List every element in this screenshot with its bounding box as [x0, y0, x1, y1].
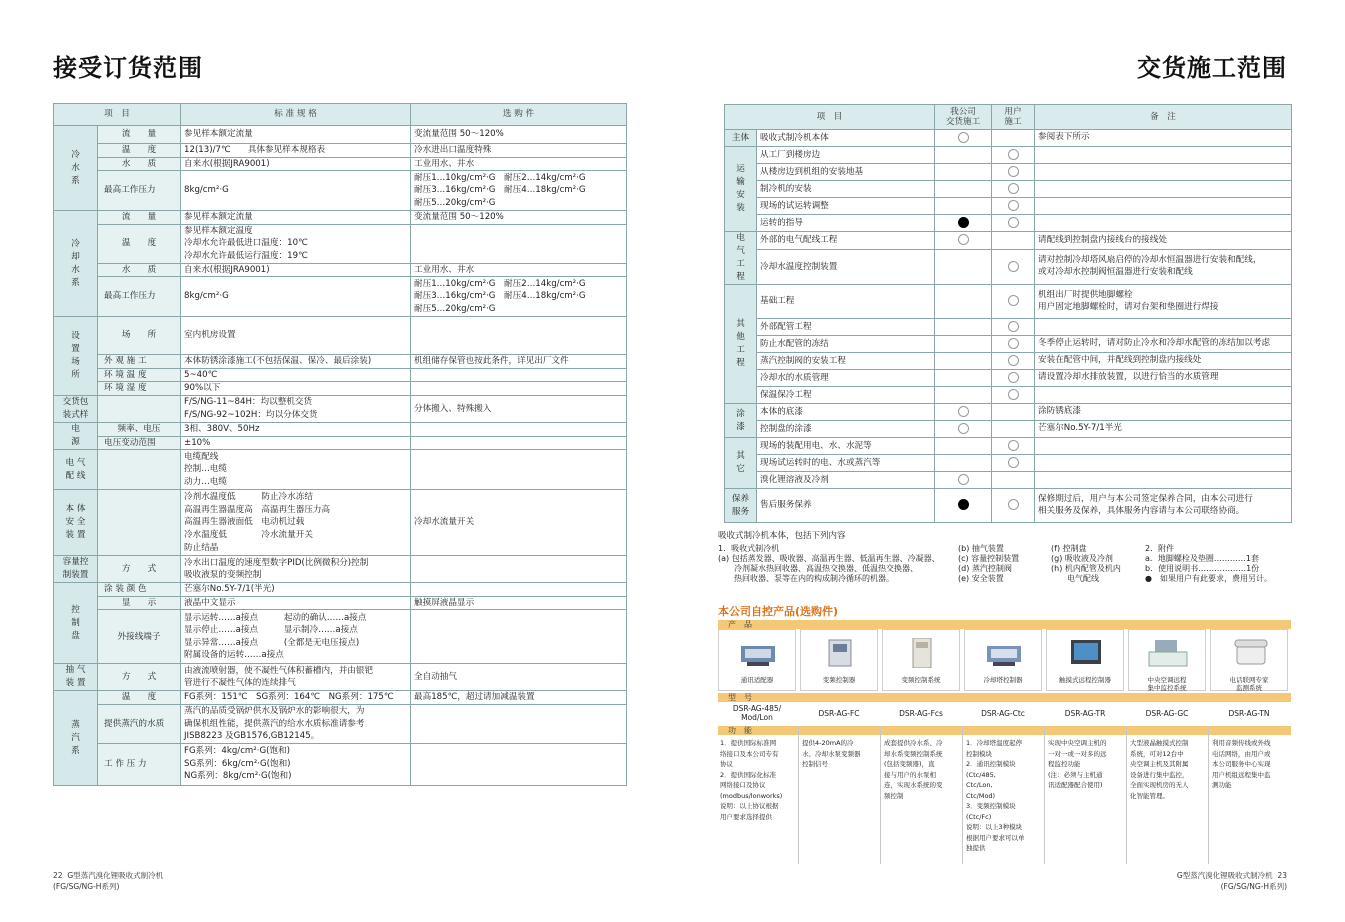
delivery-scope-table [724, 104, 1292, 523]
product-function: 实现中央空调主机的 一对一或一对多的远 程监控功能 (注：必须与主机通 讯适配器配合使用) [1048, 739, 1107, 789]
products-bar: 产 品 [718, 620, 1291, 629]
spec-cell: 本体防锈涂漆施工(不包括保温、保冷、最后涂装) [181, 355, 411, 369]
product-name: 电话联网专家 监测系统 [1229, 676, 1269, 692]
spec-cell: 自来水(根据JRA9001) [181, 263, 411, 277]
open-circle-icon [1008, 499, 1019, 510]
item-cell: 场 所 [98, 317, 181, 355]
category-cell: 控 制 盘 [54, 583, 98, 664]
adapter-icon [737, 638, 779, 668]
product-name: 变频控制器 [822, 676, 856, 684]
option-cell [411, 450, 627, 490]
remark-cell: 涂防锈底漆 [1035, 404, 1292, 421]
spec-cell: 冷剂水温度低 防止冷水冻结 高温再生器温度高 高温再生器压力高 高温再生器液面低 电动机过载 冷水温度低 冷水流量开关 防止结晶 [181, 490, 411, 556]
remark-cell [1035, 181, 1292, 198]
item-cell: 本体的底漆 [757, 404, 935, 421]
spec-cell: 参见样本额定流量 [181, 126, 411, 144]
spec-cell: 参见样本额定温度 冷却水允许最低进口温度：10℃ 冷却水允许最低运行温度：19℃ [181, 224, 411, 263]
open-circle-icon [958, 406, 969, 417]
footer-model: (FG/SG/NG-H系列) [1220, 882, 1287, 891]
category-cell: 运 输 安 装 [725, 147, 757, 232]
order-scope-table [53, 103, 627, 786]
user-mark-cell [992, 421, 1035, 438]
option-cell [411, 422, 627, 436]
product-model: DSR-AG-Fcs [899, 708, 943, 718]
open-circle-icon [1008, 183, 1019, 194]
item-cell: 流 量 [98, 126, 181, 144]
item-cell: 基础工程 [757, 285, 935, 319]
category-cell: 蒸 汽 系 [54, 691, 98, 785]
touchscreen-icon [1065, 638, 1107, 668]
footer-model: (FG/SG/NG-H系列) [53, 882, 120, 891]
category-cell: 本 体 安 全 装 置 [54, 490, 98, 556]
right-footer [1177, 870, 1287, 892]
product-name: 冷却塔控制器 [983, 676, 1023, 684]
user-mark-cell [992, 319, 1035, 336]
item-cell: 控制盘的涂漆 [757, 421, 935, 438]
left-page [0, 0, 672, 922]
option-cell: 工业用水、井水 [411, 157, 627, 171]
header-item: 项 目 [725, 105, 935, 130]
remark-cell [1035, 215, 1292, 232]
user-mark-cell [992, 438, 1035, 455]
category-cell: 电 气 配 线 [54, 450, 98, 490]
spec-cell: 冷水出口温度的速度型数字PID(比例微积分)控制 吸收液泵的变频控制 [181, 556, 411, 583]
remark-cell: 保修期过后，用户与本公司签定保养合同，由本公司进行 相关服务及保养，具体服务内容请与本公司联络协商。 [1035, 489, 1292, 523]
open-circle-icon [1008, 389, 1019, 400]
item-cell: 频率、电压 [98, 422, 181, 436]
open-circle-icon [1008, 457, 1019, 468]
footer-series: G型蒸汽溴化锂吸收式制冷机 [67, 871, 164, 880]
option-cell [411, 704, 627, 743]
option-cell: 最高185℃，超过请加减温装置 [411, 691, 627, 705]
item-cell: 显 示 [98, 596, 181, 610]
user-mark-cell [992, 130, 1035, 147]
item-cell: 溴化锂溶液及冷剂 [757, 472, 935, 489]
remark-cell [1035, 455, 1292, 472]
item-cell: 温 度 [98, 691, 181, 705]
category-cell: 容量控 制装置 [54, 556, 98, 583]
product-name: 中央空调远程 集中监控系统 [1147, 676, 1187, 692]
column-divider [798, 726, 799, 864]
item-cell: 水 质 [98, 157, 181, 171]
option-cell: 分体搬入、特殊搬入 [411, 395, 627, 422]
open-circle-icon [1008, 321, 1019, 332]
spec-cell: 3相、380V、50Hz [181, 422, 411, 436]
category-cell: 设 置 场 所 [54, 317, 98, 396]
open-circle-icon [1008, 372, 1019, 383]
user-mark-cell [992, 147, 1035, 164]
item-cell: 方 式 [98, 664, 181, 691]
spec-cell: FG系列：4kg/cm²·G(饱和) SG系列：6kg/cm²·G(饱和) NG系列：8kg/cm²·G(饱和) [181, 743, 411, 785]
option-cell [411, 382, 627, 396]
spec-cell: 8kg/cm²·G [181, 277, 411, 317]
item-cell: 现场的装配用电、水、水泥等 [757, 438, 935, 455]
remark-cell [1035, 198, 1292, 215]
item-cell: 从楼房边到机组的安装地基 [757, 164, 935, 181]
products-panel [718, 620, 1291, 864]
spec-cell: 由液流喷射器，使不凝性气体积蓄槽内，并由银钯 管进行不凝性气体的连续排气 [181, 664, 411, 691]
remark-cell [1035, 319, 1292, 336]
remark-cell: 参阅表下所示 [1035, 130, 1292, 147]
user-mark-cell [992, 249, 1035, 284]
notes-col-1: 1．吸收式制冷机 (a) 包括蒸发器、吸收器、高温再生器、低温再生器、冷凝器、 冷剂凝水热回收器、高温热交换器、低温热交换器、 热回收器、泵等在内的构成制冷循环的机器。 [718, 544, 940, 583]
open-circle-icon [958, 474, 969, 485]
remark-cell: 请设置冷却水排放装置，以进行恰当的水质管理 [1035, 370, 1292, 387]
option-cell [411, 368, 627, 382]
product-model: DSR-AG-GC [1145, 708, 1189, 718]
item-cell: 外部的电气配线工程 [757, 232, 935, 250]
products-title: 本公司自控产品(选购件) [718, 605, 839, 618]
ours-mark-cell [935, 489, 992, 523]
tower-controller-icon [983, 638, 1025, 668]
ours-mark-cell [935, 130, 992, 147]
remark-cell: 安装在配管中间，并配线到控制盘内接线处 [1035, 353, 1292, 370]
option-cell: 冷却水流量开关 [411, 490, 627, 556]
product-card [1046, 629, 1124, 691]
item-cell: 电压变动范围 [98, 436, 181, 450]
spec-cell: 蒸汽的品质受锅炉供水及锅炉水的影响很大，为 确保机组性能，提供蒸汽的给水水质标准请参考 JISB8223 及GB1576,GB12145。 [181, 704, 411, 743]
item-cell [98, 490, 181, 556]
ours-mark-cell [935, 285, 992, 319]
open-circle-icon [1008, 166, 1019, 177]
item-cell: 防止水配管的冻结 [757, 336, 935, 353]
item-cell: 保温保冷工程 [757, 387, 935, 404]
option-cell: 机组储存保管也按此条件，详见出厂文件 [411, 355, 627, 369]
filled-dot-icon [958, 217, 969, 228]
cabinet-icon [901, 638, 943, 668]
option-cell: 冷水进出口温度特殊 [411, 144, 627, 158]
open-circle-icon [958, 234, 969, 245]
inverter-icon [819, 638, 861, 668]
column-divider [962, 726, 963, 864]
category-cell: 电 源 [54, 422, 98, 449]
option-cell [411, 743, 627, 785]
product-function: 成套提供冷水系、冷 却水系变频控制系统 (包括变频器)，直 接与用户的水泵相 连，实现水系统的变 频控制 [884, 739, 943, 800]
ours-mark-cell [935, 404, 992, 421]
option-cell: 全自动抽气 [411, 664, 627, 691]
product-function: 1．提供国际标准网 络接口及本公司专有 协议 2．提供国际化标准 网络接口及协议 (modbus/lonworks) 说明：以上协议根据 用户要求选择提供 [720, 739, 783, 821]
item-cell: 售后服务保养 [757, 489, 935, 523]
product-model: DSR-AG-TR [1064, 708, 1106, 718]
item-cell: 吸收式制冷机本体 [757, 130, 935, 147]
spec-cell: 自来水(根据JRA9001) [181, 157, 411, 171]
column-divider [1044, 726, 1045, 864]
functions-bar: 功 能 [718, 726, 1291, 735]
item-cell: 水 质 [98, 263, 181, 277]
category-cell: 保养 服务 [725, 489, 757, 523]
category-cell: 其 他 工 程 [725, 285, 757, 404]
user-mark-cell [992, 370, 1035, 387]
remark-cell: 请配线到控制盘内接线台的接线处 [1035, 232, 1292, 250]
body-contents-notes [718, 531, 1298, 583]
remark-cell: 冬季停止运转时，请对防止冷水和冷却水配管的冻结加以考虑 [1035, 336, 1292, 353]
user-mark-cell [992, 164, 1035, 181]
open-circle-icon [958, 423, 969, 434]
product-model: DSR-AG-FC [818, 708, 860, 718]
product-function: 1．冷却塔温度起停 控制模块 2．通讯控制模块 (Ctc/485, Ctc/Lon, Ctc/Mod) 3．变频控制模块 (Ctc/Fc) 说明：以上3种模块 根据用户要求可以单 独提供 [966, 739, 1025, 852]
product-card [800, 629, 878, 691]
item-cell: 环 境 湿 度 [98, 382, 181, 396]
ours-mark-cell [935, 438, 992, 455]
category-cell: 涂 漆 [725, 404, 757, 438]
option-cell [411, 556, 627, 583]
spec-cell: F/S/NG-11~84H：均以整机交货 F/S/NG-92~102H：均以分体交货 [181, 395, 411, 422]
spec-cell: 显示运转……a接点 起动的确认……a接点 显示停止……a接点 显示制冷……a接点 显示异常……a接点 (全都是无电压接点) 附属设备的运转……a接点 [181, 610, 411, 664]
ours-mark-cell [935, 232, 992, 250]
page-number: 22 [53, 871, 63, 880]
user-mark-cell [992, 285, 1035, 319]
item-cell [98, 395, 181, 422]
item-cell: 冷却水的水质管理 [757, 370, 935, 387]
spec-cell: 8kg/cm²·G [181, 171, 411, 211]
category-cell: 其 它 [725, 438, 757, 489]
remark-cell [1035, 387, 1292, 404]
spec-cell: 90%以下 [181, 382, 411, 396]
option-cell: 耐压1…10kg/cm²·G 耐压2…14kg/cm²·G 耐压3…16kg/cm²·G 耐压4…18kg/cm²·G 耐压5…20kg/cm²·G [411, 171, 627, 211]
category-cell: 冷 水 系 [54, 126, 98, 211]
left-footer [53, 870, 163, 892]
notes-col-4: 2．附件 a．地脚螺栓及垫圈…………1套 b．使用说明书………………1份 ● 如果用户有此要求，费用另计。 [1145, 544, 1272, 583]
header-user-work: 用户 施工 [992, 105, 1035, 130]
item-cell: 外接线端子 [98, 610, 181, 664]
ours-mark-cell [935, 164, 992, 181]
ours-mark-cell [935, 319, 992, 336]
user-mark-cell [992, 489, 1035, 523]
option-cell: 工业用水、井水 [411, 263, 627, 277]
product-name: 通讯适配器 [740, 676, 774, 684]
product-model: DSR-AG-485/ Mod/Lon [732, 704, 782, 722]
remark-cell: 机组出厂时提供地脚螺栓 用户固定地脚螺栓时，请对台架和垫圈进行焊接 [1035, 285, 1292, 319]
spec-cell: 5~40℃ [181, 368, 411, 382]
open-circle-icon [1008, 440, 1019, 451]
item-cell: 温 度 [98, 224, 181, 263]
item-cell: 提供蒸汽的水质 [98, 704, 181, 743]
monitor-system-icon [1147, 638, 1189, 668]
product-function: 大型液晶触摸式控制 系统，可对12台中 央空调主机及其附属 设备进行集中监控， 全面实现机房的无人 化智能管理。 [1130, 739, 1189, 800]
option-cell: 耐压1…10kg/cm²·G 耐压2…14kg/cm²·G 耐压3…16kg/cm²·G 耐压4…18kg/cm²·G 耐压5…20kg/cm²·G [411, 277, 627, 317]
category-cell: 交货包 装式样 [54, 395, 98, 422]
user-mark-cell [992, 455, 1035, 472]
item-cell: 外部配管工程 [757, 319, 935, 336]
spec-cell: ±10% [181, 436, 411, 450]
user-mark-cell [992, 336, 1035, 353]
telephone-icon [1229, 638, 1271, 668]
user-mark-cell [992, 472, 1035, 489]
ours-mark-cell [935, 455, 992, 472]
remark-cell [1035, 472, 1292, 489]
spec-cell: 芒塞尔No.5Y-7/1(半光) [181, 583, 411, 597]
user-mark-cell [992, 198, 1035, 215]
option-cell [411, 610, 627, 664]
option-cell [411, 317, 627, 355]
notes-col-2: (b) 抽气装置 (c) 容量控制装置 (d) 蒸汽控制阀 (e) 安全装置 [958, 544, 1020, 583]
header-item: 项 目 [54, 104, 181, 126]
ours-mark-cell [935, 147, 992, 164]
item-cell: 蒸汽控制阀的安装工程 [757, 353, 935, 370]
header-our-work: 我公司 交货施工 [935, 105, 992, 130]
item-cell: 环 境 温 度 [98, 368, 181, 382]
open-circle-icon [958, 132, 969, 143]
category-cell: 主体 [725, 130, 757, 147]
item-cell: 冷却水温度控制装置 [757, 249, 935, 284]
models-bar: 型 号 [718, 693, 1291, 702]
ours-mark-cell [935, 198, 992, 215]
item-cell: 现场的试运转调整 [757, 198, 935, 215]
item-cell: 现场试运转时的电、水或蒸汽等 [757, 455, 935, 472]
item-cell [98, 450, 181, 490]
user-mark-cell [992, 181, 1035, 198]
category-cell: 冷 却 水 系 [54, 211, 98, 317]
ours-mark-cell [935, 353, 992, 370]
item-cell: 工 作 压 力 [98, 743, 181, 785]
product-model: DSR-AG-Ctc [981, 708, 1025, 718]
user-mark-cell [992, 215, 1035, 232]
header-remarks: 备 注 [1035, 105, 1292, 130]
option-cell: 变流量范围 50～120% [411, 126, 627, 144]
item-cell: 最高工作压力 [98, 171, 181, 211]
remark-cell: 请对控制冷却塔风扇启停的冷却水恒温器进行安装和配线， 或对冷却水控制阀恒温器进行安装和配线 [1035, 249, 1292, 284]
item-cell: 温 度 [98, 144, 181, 158]
column-divider [880, 726, 881, 864]
notes-col-3: (f) 控制盘 (g) 吸收液及冷剂 (h) 机内配管及机内 电气配线 [1051, 544, 1121, 583]
remark-cell [1035, 147, 1292, 164]
footer-series: G型蒸汽溴化锂吸收式制冷机 [1176, 871, 1273, 880]
column-divider [1126, 726, 1127, 864]
product-function: 利用音频传线或外线 电话网络，由用户或 本公司服务中心实现 用户机组远程集中监 测功能 [1212, 739, 1271, 789]
user-mark-cell [992, 404, 1035, 421]
user-mark-cell [992, 387, 1035, 404]
product-model: DSR-AG-TN [1228, 708, 1270, 718]
option-cell: 变流量范围 50～120% [411, 211, 627, 225]
ours-mark-cell [935, 249, 992, 284]
ours-mark-cell [935, 387, 992, 404]
header-spec: 标 准 规 格 [181, 104, 411, 126]
open-circle-icon [1008, 355, 1019, 366]
spec-cell: 12(13)/7℃ 具体参见样本规格表 [181, 144, 411, 158]
notes-heading: 吸收式制冷机本体，包括下列内容 [718, 531, 846, 541]
item-cell: 方 式 [98, 556, 181, 583]
open-circle-icon [1008, 149, 1019, 160]
option-cell [411, 583, 627, 597]
option-cell [411, 224, 627, 263]
ours-mark-cell [935, 215, 992, 232]
item-cell: 运转的指导 [757, 215, 935, 232]
product-card [1128, 629, 1206, 691]
spec-cell: 液晶中文显示 [181, 596, 411, 610]
spec-cell: FG系列：151℃ SG系列：164℃ NG系列：175℃ [181, 691, 411, 705]
product-card [882, 629, 960, 691]
open-circle-icon [1008, 217, 1019, 228]
option-cell [411, 436, 627, 450]
product-function: 提供4-20mA的冷 水、冷却水泵变频器 控制信号 [802, 739, 861, 768]
item-cell: 涂 装 颜 色 [98, 583, 181, 597]
open-circle-icon [1008, 200, 1019, 211]
user-mark-cell [992, 232, 1035, 250]
spec-cell: 电缆配线 控制…电缆 动力…电缆 [181, 450, 411, 490]
page-title-order-scope: 接受订货范围 [53, 54, 203, 82]
header-option: 选 购 件 [411, 104, 627, 126]
category-cell: 电 气 工 程 [725, 232, 757, 285]
product-name: 触摸式远程控制器 [1059, 676, 1111, 684]
item-cell: 最高工作压力 [98, 277, 181, 317]
ours-mark-cell [935, 472, 992, 489]
remark-cell [1035, 438, 1292, 455]
product-card [964, 629, 1042, 691]
item-cell: 外 观 施 工 [98, 355, 181, 369]
product-name: 变频控制系统 [901, 676, 941, 684]
item-cell: 从工厂到楼房边 [757, 147, 935, 164]
ours-mark-cell [935, 370, 992, 387]
open-circle-icon [1008, 261, 1019, 272]
column-divider [1208, 726, 1209, 864]
category-cell: 抽 气 装 置 [54, 664, 98, 691]
spec-cell: 参见样本额定流量 [181, 211, 411, 225]
remark-cell [1035, 164, 1292, 181]
ours-mark-cell [935, 421, 992, 438]
open-circle-icon [1008, 295, 1019, 306]
filled-dot-icon [958, 499, 969, 510]
ours-mark-cell [935, 336, 992, 353]
product-card [718, 629, 796, 691]
spec-cell: 室内机房设置 [181, 317, 411, 355]
page-title-delivery-scope: 交货施工范围 [1137, 54, 1287, 82]
user-mark-cell [992, 353, 1035, 370]
item-cell: 制冷机的安装 [757, 181, 935, 198]
item-cell: 流 量 [98, 211, 181, 225]
open-circle-icon [1008, 338, 1019, 349]
product-card [1210, 629, 1288, 691]
page-number: 23 [1277, 871, 1287, 880]
ours-mark-cell [935, 181, 992, 198]
option-cell: 触摸屏液晶显示 [411, 596, 627, 610]
remark-cell: 芒塞尔No.5Y-7/1半光 [1035, 421, 1292, 438]
